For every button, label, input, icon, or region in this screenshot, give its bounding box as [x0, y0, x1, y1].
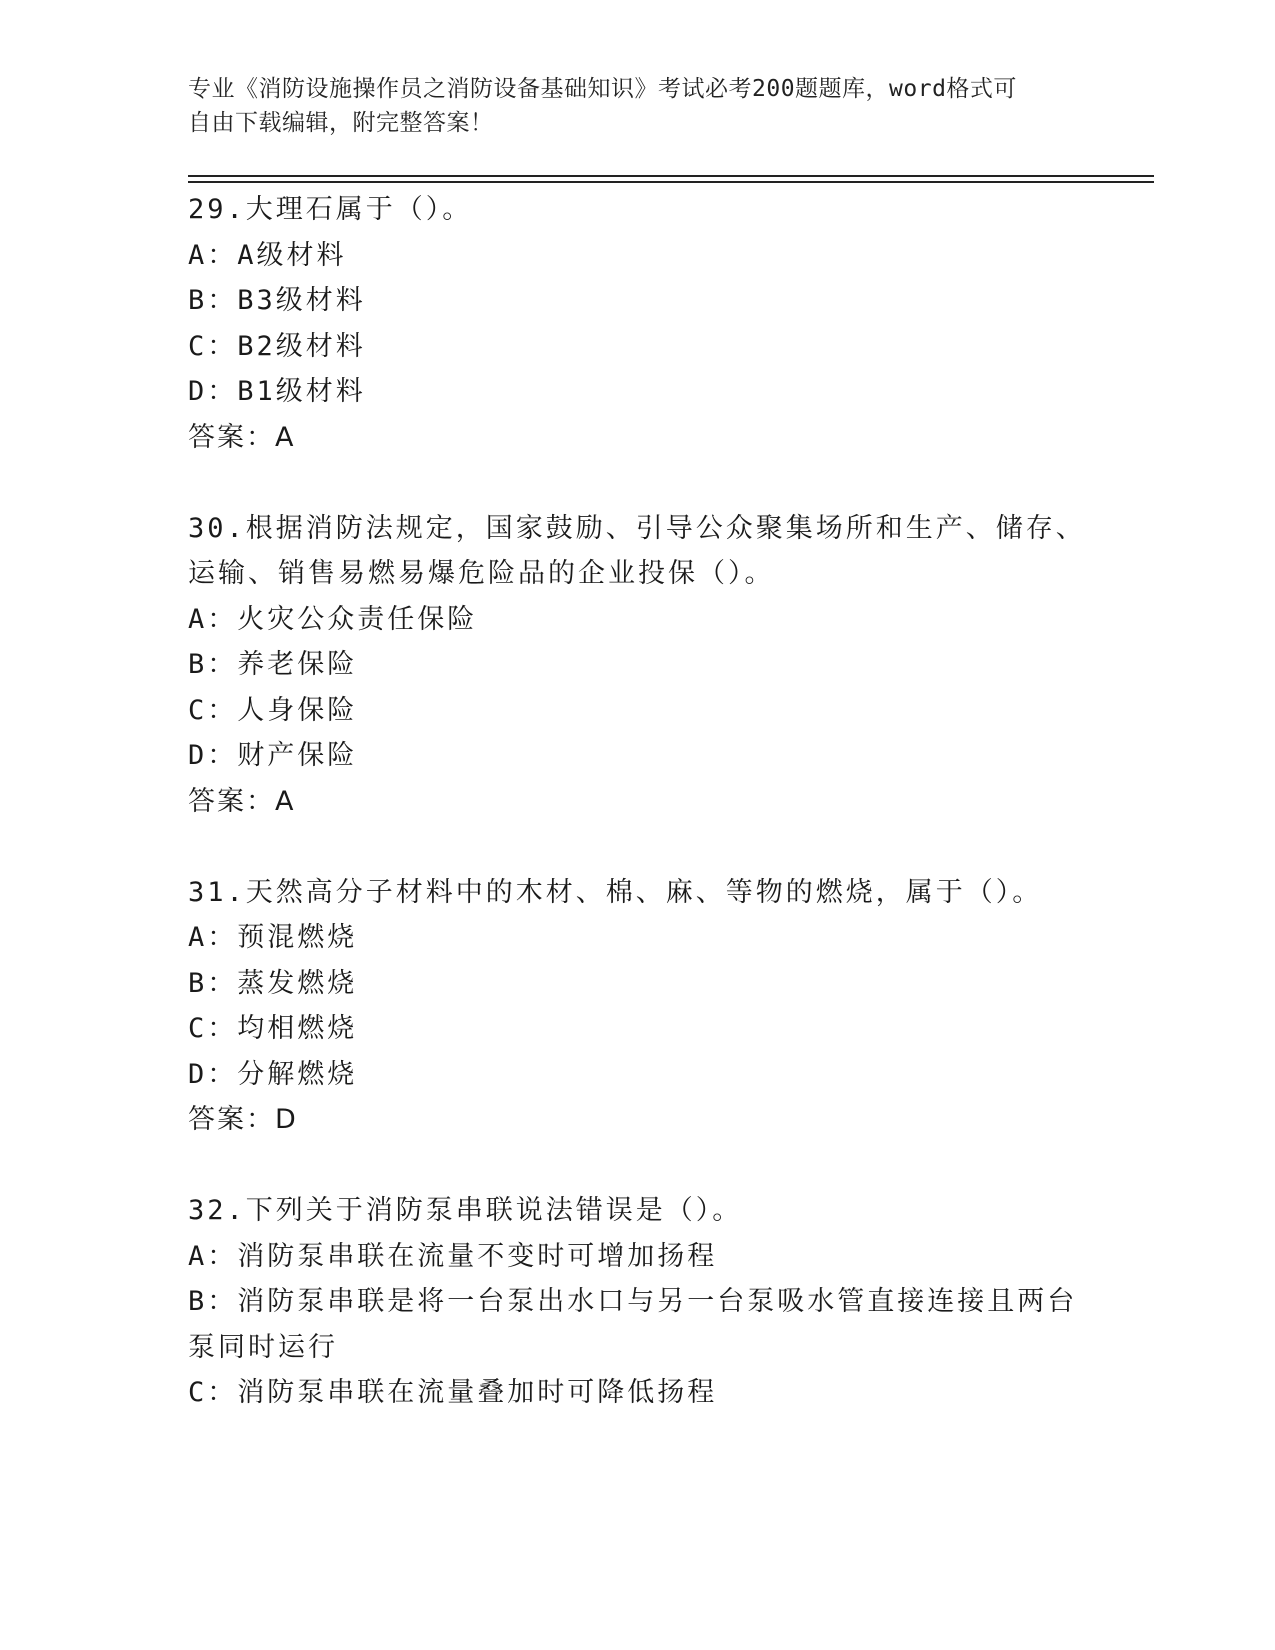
question-31: [188, 870, 1088, 1143]
option-c: C：人身保险: [188, 694, 358, 726]
option-d: D：财产保险: [188, 740, 358, 771]
answer-label: 答案：A: [188, 421, 296, 453]
answer-label: 答案：D: [188, 1104, 298, 1135]
option-a: A：A级材料: [188, 239, 347, 271]
option-d: D：B1级材料: [188, 376, 366, 407]
document-header: [188, 72, 1068, 140]
header-divider-top: [188, 175, 1154, 177]
option-a: A：消防泵串联在流量不变时可增加扬程: [188, 1240, 718, 1272]
question-list: [188, 187, 1088, 1461]
question-29: [188, 187, 1088, 460]
question-stem: 30.根据消防法规定，国家鼓励、引导公众聚集场所和生产、储存、运输、销售易燃易爆危险品的企业投保（）。: [188, 512, 1086, 589]
option-c: C：消防泵串联在流量叠加时可降低扬程: [188, 1377, 718, 1408]
option-b: B：养老保险: [188, 649, 358, 680]
option-a: A：预混燃烧: [188, 922, 358, 953]
option-b: B：蒸发燃烧: [188, 967, 358, 999]
question-30: [188, 506, 1088, 825]
option-b: B：消防泵串联是将一台泵出水口与另一台泵吸水管直接连接且两台泵同时运行: [188, 1286, 1078, 1363]
question-stem: 29.大理石属于（）。: [188, 194, 473, 225]
option-b: B：B3级材料: [188, 285, 366, 316]
question-stem: 31.天然高分子材料中的木材、棉、麻、等物的燃烧，属于（）。: [188, 876, 1043, 908]
question-32: [188, 1188, 1088, 1416]
header-divider-bottom: [188, 181, 1154, 183]
answer-label: 答案：A: [188, 785, 296, 817]
header-line-1: 专业《消防设施操作员之消防设备基础知识》考试必考200题题库，word格式可: [188, 76, 1017, 102]
option-d: D：分解燃烧: [188, 1058, 358, 1090]
option-c: C：均相燃烧: [188, 1013, 358, 1044]
header-line-2: 自由下载编辑，附完整答案！: [188, 110, 494, 136]
question-stem: 32.下列关于消防泵串联说法错误是（）。: [188, 1195, 743, 1226]
option-c: C：B2级材料: [188, 330, 366, 362]
option-a: A：火灾公众责任保险: [188, 603, 478, 635]
